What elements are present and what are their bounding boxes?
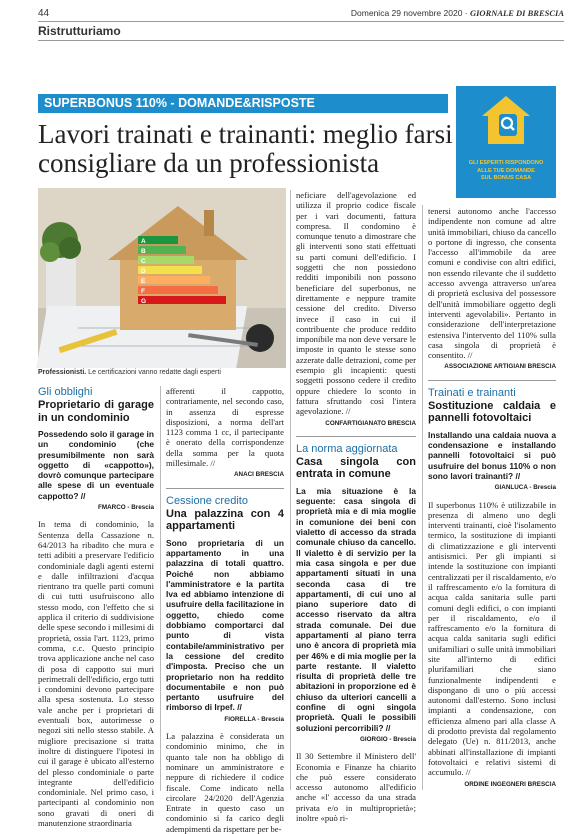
- energy-class-b: B: [141, 248, 146, 255]
- question-signature: GIORGIO - Brescia: [360, 735, 416, 743]
- article-photo: [38, 188, 286, 368]
- end-mark: //: [343, 406, 351, 417]
- reader-question: La mia situazione è la seguente: casa singola di proprietà mia e di mia moglie in comunione dei beni con vialetto di accesso da strada comunale chiuso da cancello. Il vialetto è di servizio per la mia casa singola e per due appartamenti situati in una seconda casa di tre appartamenti, di cui uno al piano superiore dato di accesso riservato da altra strada comunale. Dei due appartamenti al piano terra uno è ancora di proprietà mia per 46% e di mia moglie per la parte restante. Il vialetto risulta di proprietà delle tre abitazioni in proporzione ed è chiuso da ulteriori cancelli a confine di ogni singola proprietà. Quali le possibili soluzioni percorribili? //: [296, 485, 416, 733]
- column-1: [38, 386, 154, 828]
- expert-caption-line: ALLE TUE DOMANDE: [477, 167, 535, 174]
- page-number: 44: [38, 8, 50, 19]
- expert-caption: [462, 160, 550, 183]
- article-kicker: La norma aggiornata: [296, 442, 398, 455]
- energy-class-g: G: [141, 298, 147, 305]
- answer-signature: [166, 470, 284, 480]
- answer-text: Il superbonus 110% è utilizzabile in presenza di almeno uno degli interventi trainanti, cioè l'isolamento termico, la sostituzione di impianti di climatizzazione e gli interventi antisismici. Per gli impianti si intende la sostituzione con impianti centralizzati per il riscaldamento, e/o il raffrescamento e/o la fornitura di acqua calda sanitaria sulle parti comuni degli edifici, o con impianti per il riscaldamento, e/o il raffrescamento e/o la fornitura di acqua calda sanitaria sugli edifici unifamiliari o sulle unità immobiliari site all'interno di edifici plurifamiliari che siano funzionalmente indipendenti e dispongano di uno o più accessi autonomi dall'esterno. Sono inclusi impianti a condensazione, con efficienza almeno pari alla classe A di prodotto prevista dal regolamento delegato (Ue) n. 811/2013, anche abbinati all'installazione di impianti fotovoltaici e relativi sistemi di accumulo. //: [428, 499, 556, 778]
- energy-bar-c: [138, 256, 194, 264]
- article-subhead: Sostituzione caldaia e pannelli fotovoltaici: [428, 399, 556, 425]
- expert-box: [456, 86, 556, 198]
- answer-signature: CONFARTIGIANATO BRESCIA: [325, 419, 416, 427]
- energy-bar-d: [138, 266, 202, 274]
- column-divider: [422, 205, 423, 790]
- answer-signature: ASSOCIAZIONE ARTIGIANI BRESCIA: [444, 363, 556, 371]
- reader-question: Possedendo solo il garage in un condominio (che presumibilmente non sarà oggetto di «cappotto»), dovrò comunque partecipare alle spese di un eventuale cappotto? //: [38, 429, 154, 501]
- expert-caption-line: SUL BONUS CASA: [480, 175, 532, 181]
- article-separator: [166, 488, 284, 489]
- article-subhead: Proprietario di garage in un condominio: [38, 399, 154, 424]
- photo-caption-bold: Professionisti.: [38, 369, 87, 376]
- energy-bar-e: [138, 276, 210, 284]
- column-4: [428, 206, 556, 790]
- end-mark: //: [208, 458, 216, 469]
- answer-text: neficiare dell'agevolazione ed utilizza il proprio codice fiscale per i vari documenti, fattura compresa. Il condomino è comunque tenuto a dimostrare che gli interventi sono stati effettuati su parti comuni dell'edificio. I soggetti che non possiedono redditi imponibili non possono beneficiare del superbonus, ne direttamente e neppure tramite cessione del credito. Diverso invece il caso in cui il contribuente che produce reddito imponibile ma non deve versare le imposte in quanto le stesse sono azzerate dalle detrazioni, come per esempio gli incapienti: questi soggetti possono cedere il credito oppure chiedere lo sconto in fattura sfruttando così l'intera agevolazione. //: [296, 190, 416, 417]
- photo-caption: [38, 369, 286, 376]
- article-subhead: Una palazzina con 4 appartamenti: [166, 507, 284, 533]
- masthead-line: Domenica 29 novembre 2020 · GIORNALE DI BRESCIA: [350, 8, 564, 18]
- article-kicker: Cessione credito: [166, 494, 248, 507]
- section-rule: [38, 40, 564, 41]
- article-separator: [296, 436, 416, 437]
- column-divider: [290, 190, 291, 790]
- expert-caption-line: GLI ESPERTI RISPONDONO: [468, 160, 544, 166]
- page-date: Domenica 29 novembre 2020: [350, 8, 463, 18]
- answer-text: tenersi autonomo anche l'accesso indipendente non comune ad altre unità immobiliari, chiuso da cancello o portone di ingresso, che consenta l'accesso all'immobile da aree comuni e condivise con altri edifici, non essendo rilevante che il suddetto accesso avvenga attraverso un'area di proprietà esclusiva del possessore dell'unità immobiliare oggetto degli interventi agevolabili». Pertanto in considerazione dell'interpretazione estensiva l'intervento del 110% sulla casa singola di proprietà è consentito. //: [428, 206, 556, 361]
- question-signature: FIORELLA - Brescia: [224, 715, 284, 723]
- question-signature: FMARCO - Brescia: [98, 504, 154, 512]
- house-search-icon: [478, 92, 534, 148]
- energy-class-c: C: [141, 258, 146, 265]
- answer-signature-text: ANACI BRESCIA: [233, 471, 284, 479]
- reader-question: Installando una caldaia nuova a condensazione e installando pannelli fotovoltaici si può usufruire del bonus 110% o non sono lavori trainanti? //: [428, 429, 556, 481]
- article-kicker: Trainati e trainanti: [428, 386, 516, 399]
- answer-text: Il 30 Settembre il Ministero dell' Economia e Finanze ha chiarito che può essere considerato accesso autonomo all'edificio anche «l' accesso da una strada privata e/o in multiproprietà»; inoltre «può ri-: [296, 751, 416, 824]
- column-3: [296, 190, 416, 823]
- energy-class-d: D: [141, 268, 146, 275]
- answer-text: afferenti il cappotto, contrariamente, nel secondo caso, in assenza di espresse disposizioni, a norma dell'art 1123 comma 1 cc, il partecipante è onerato della corrispondenze della somma per la quota millesimale. //: [166, 386, 284, 469]
- answer-text: In tema di condominio, la Sentenza della Cassazione n. 64/2013 ha ribadito che mura e tetti adibiti a preservare l'edificio condominiale dagli agenti esterni e dalle infiltrazioni d'acqua rientrano tra quelle parti comuni di cui tutti usufruiscono allo stesso modo, con l'effetto che si applica il criterio di suddivisione delle spese secondo i millesimi di proprietà, ossia l'art. 1123, primo comma, c.c. Questo principio trova applicazione anche nel caso di posa di cappotto sui muri perimetrali dell'edificio, ergo tutti i condomini devono partecipare alla spesa sostenuta. Lo stesso vale anche per i proprietari di eventuali box, autorimesse o negozi siti nello stesso stabile. A migliore precisazione si tratta inoltre di distinguere l'ipotesi in cui il garage è ubicato all'esterno del plesso condominiale o parte integrante dell'edificio condominiale. Nel primo caso, i partecipanti al condominio non sono gravati di oneri di manutenzione straordinaria: [38, 519, 154, 828]
- end-mark: //: [383, 722, 391, 733]
- reader-question: Sono proprietaria di un appartamento in una palazzina di totali quattro. Poiché non abbiamo l'amministratore e la partita Iva ed abbiamo intenzione di usufruire della facilitazione in oggetto, chiedo come dobbiamo comportarci dal punto di vista contabile/amministrativo per la cessione del credito d'imposta. Preciso che un proprietario non ha reddito documentabile e non può pertanto usufruire del rimborso di Irpef. //: [166, 537, 284, 713]
- end-mark: //: [234, 702, 242, 713]
- end-mark: //: [78, 490, 86, 501]
- article-separator: [428, 380, 556, 381]
- section-title: Ristrutturiamo: [38, 24, 121, 38]
- topic-banner: SUPERBONUS 110% - DOMANDE&RISPOSTE: [38, 94, 448, 113]
- newspaper-name: GIORNALE DI BRESCIA: [469, 8, 564, 18]
- end-mark: //: [465, 350, 473, 361]
- answer-text: La palazzina è considerata un condominio minimo, che in quanto tale non ha obbligo di nominare un amministratore e neppure di richiedere il codice fiscale. Come indicato nella circolare 24/2020 dell'Agenzia Entrate in questo caso un condominio si fa carico degli adempimenti da rispettare per be-: [166, 731, 284, 834]
- article-kicker: Gli obblighi: [38, 386, 93, 398]
- energy-class-f: F: [141, 288, 145, 295]
- energy-bar-g: [138, 296, 226, 304]
- energy-bar-f: [138, 286, 218, 294]
- energy-class-a: A: [141, 238, 146, 245]
- energy-class-e: E: [141, 278, 146, 285]
- end-mark: //: [513, 470, 521, 481]
- answer-signature: ORDINE INGEGNERI BRESCIA: [464, 780, 556, 788]
- article-subhead: Casa singola con entrata in comune: [296, 455, 416, 481]
- photo-caption-text: Le certificazioni vanno redatte dagli esperti: [86, 369, 221, 376]
- column-divider: [160, 386, 161, 791]
- question-signature: GIANLUCA - Brescia: [494, 484, 556, 492]
- headline: Lavori trainati e trainanti: meglio farsi consigliare da un professionista: [38, 119, 453, 178]
- header-rule: [38, 21, 564, 22]
- end-mark: //: [463, 767, 471, 778]
- column-2: [166, 386, 284, 834]
